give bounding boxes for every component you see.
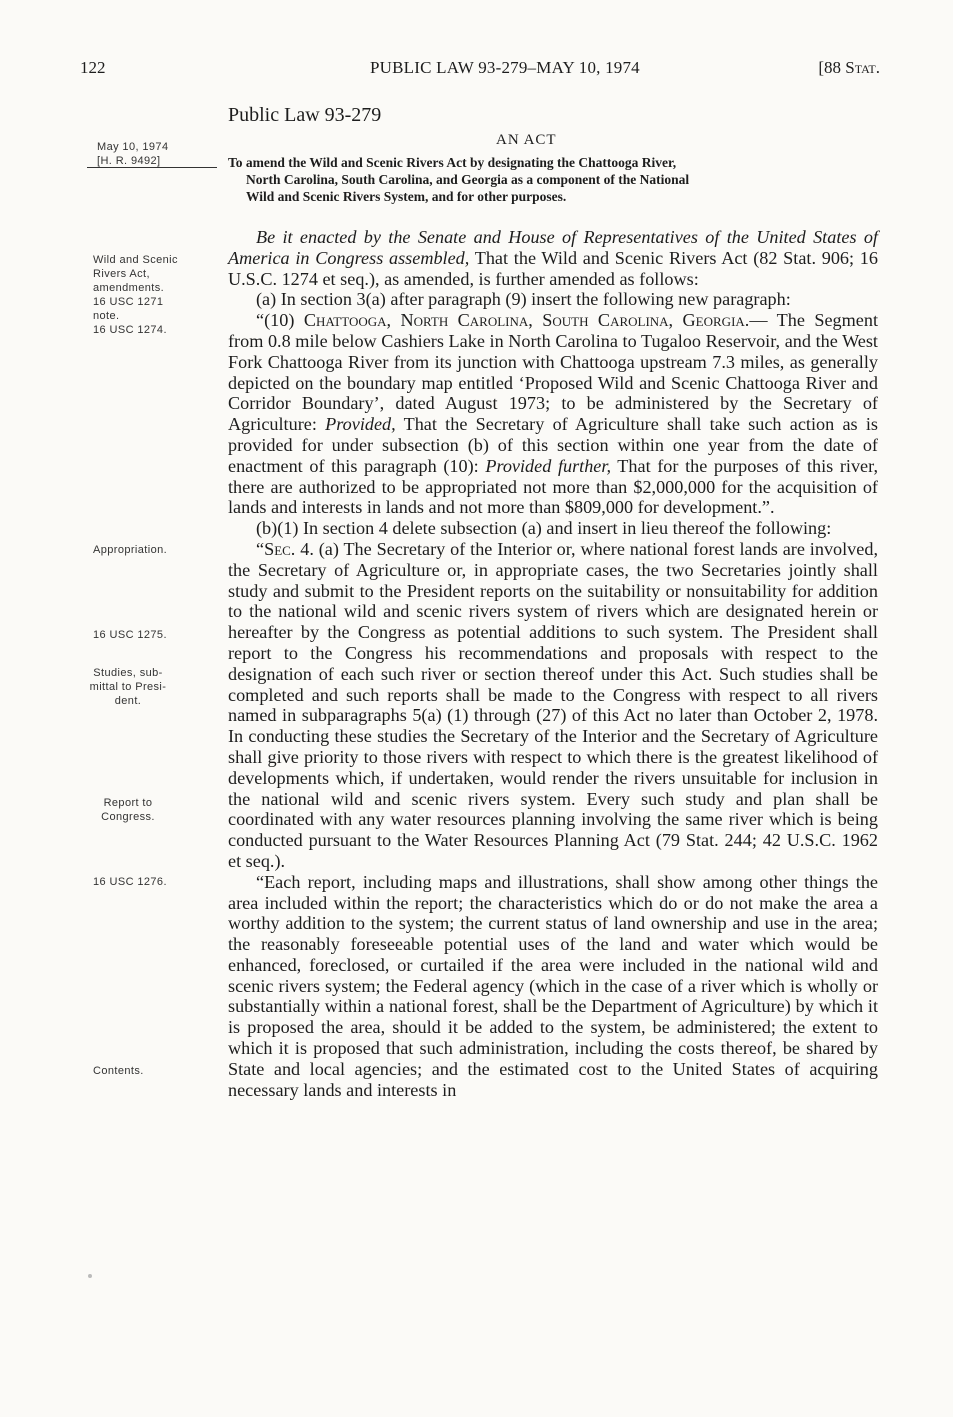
margin-bill-number: [H. R. 9492] xyxy=(97,155,161,167)
margin-note-studies: Studies, sub- mittal to Presi- dent. xyxy=(89,667,167,707)
margin-note-wild-scenic: Wild and Scenic Rivers Act, amendments. 16 USC 1271 note. 16 USC 1274. xyxy=(93,254,178,336)
enacting-clause: Be it enacted by the Senate and House of Representatives of the United States of America in Congress assembled, That the Wild and Scenic Rivers Act (82 Stat. 906; 16 U.S.C. 1274 et seq.), as amended, is further amended as follows: xyxy=(228,227,878,289)
statute-reference: [88 Stat. xyxy=(818,58,880,77)
public-law-title: Public Law 93-279 xyxy=(228,104,382,126)
margin-note-appropriation: Appropriation. xyxy=(93,544,168,556)
page-number: 122 xyxy=(80,58,106,77)
act-body xyxy=(228,227,878,1100)
section-4-a: “Sec. 4. (a) The Secretary of the Interior or, where national forest lands are involved, the Secretary of Agriculture or, in appropriate cases, the two Secretaries jointly shall study and submit to the President reports on the suitability or nonsuitability for addition to the national wild and scenic rivers system of rivers which are designated herein or hereafter by the Congress as potential additions to such system. The President shall report to the Congress his recommendations and proposals with respect to the designation of each such river or section thereof under this Act. Such studies shall be completed and such reports shall be made to the Congress with respect to all rivers named in subparagraphs 5(a) (1) through (27) of this Act no later than October 2, 1978. In conducting these studies the Secretary of the Interior and the Secretary of Agriculture shall give priority to those rivers with respect to which there is the greatest likelihood of developments which, if undertaken, would render the rivers unsuitable for inclusion in the national wild and scenic rivers system. Every such study and plan shall be coordinated with any water resources planning involving the same river which is being conducted pursuant to the Water Resources Planning Act (79 Stat. 244; 42 U.S.C. 1962 et seq.). xyxy=(228,538,878,871)
paragraph-b: (b)(1) In section 4 delete subsection (a) and insert in lieu thereof the following: xyxy=(256,518,832,539)
margin-note-usc-1275: 16 USC 1275. xyxy=(93,629,167,641)
running-title: PUBLIC LAW 93-279–MAY 10, 1974 xyxy=(370,58,640,77)
paragraph-each-report: “Each report, including maps and illustrations, shall show among other things the area included within the report; the characteristics which do or do not make the area a worthy addition to the system; the current status of land ownership and use in the area; the reasonably foreseeable potential uses of the land and water which would be enhanced, foreclosed, or curtailed if the area were included in the national wild and scenic rivers system; the Federal agency (which in the case of a river which is wholly or substantially within a national forest, shall be the Department of Agriculture) by which it is proposed the area, should it be added to the system, be administered; the extent to which it is proposed that such administration, including the costs thereof, be shared by State and local agencies; and the estimated cost to the United States of acquiring necessary lands and interests in xyxy=(228,871,878,1100)
paragraph-a: (a) In section 3(a) after paragraph (9) insert the following new paragraph: xyxy=(256,289,791,310)
scan-speck xyxy=(88,1274,92,1278)
margin-date-bill xyxy=(97,140,168,168)
paragraph-10: “(10) Chattooga, North Carolina, South Carolina, Georgia.— The Segment from 0.8 mile below Cashiers Lake in North Carolina to Tugaloo Reservoir, and the West Fork Chattooga River from its junction with Chattooga upstream 7.3 miles, as generally depicted on the boundary map entitled ‘Proposed Wild and Scenic Chattooga River and Corridor Boundary’, dated August 1973; to be administered by the Secretary of Agriculture: Provided, That the Secretary of Agriculture shall take such action as is provided for under subsection (b) of this section within one year from the date of enactment of this paragraph (10): Provided further, That for the purposes of this river, there are authorized to be appropriated not more than $2,000,000 for the acquisition of lands and interests in lands and not more than $809,000 for development.”. xyxy=(228,310,879,518)
act-purpose: To amend the Wild and Scenic Rivers Act by designating the Chattooga River, North Carolina, South Carolina, and Georgia as a component of the National Wild and Scenic Rivers System, and for other purposes. xyxy=(228,155,690,204)
margin-divider xyxy=(87,167,217,168)
page-header xyxy=(80,58,880,82)
an-act-heading: AN ACT xyxy=(496,132,557,148)
margin-note-report: Report to Congress. xyxy=(101,797,155,823)
margin-date: May 10, 1974 xyxy=(97,141,169,153)
margin-note-contents: Contents. xyxy=(93,1065,144,1077)
margin-note-usc-1276: 16 USC 1276. xyxy=(93,876,167,888)
